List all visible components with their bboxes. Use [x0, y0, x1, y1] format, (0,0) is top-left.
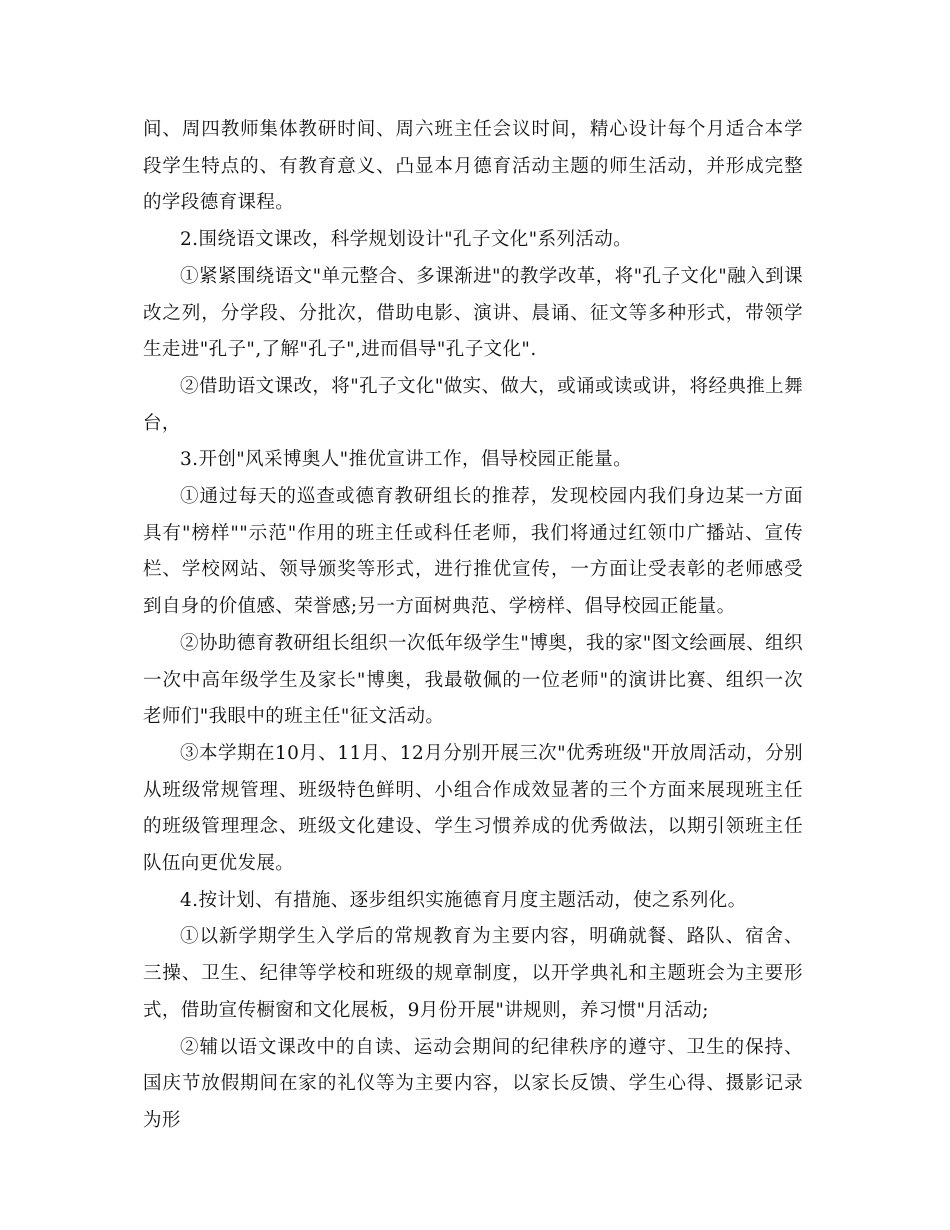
section-heading-2: 2.围绕语文课改，科学规划设计"孔子文化"系列活动。 [180, 229, 633, 251]
section-heading-3: 3.开创"风采博奥人"推优宣讲工作，倡导校园正能量。 [180, 449, 633, 471]
paragraph-4-1: ①以新学期学生入学后的常规教育为主要内容，明确就餐、路队、宿舍、三操、卫生、纪律等学校和班级的规章制度，以开学典礼和主题班会为主要形式，借助宣传橱窗和文化展板，9月份开展"讲规则，养习惯"月活动; [143, 926, 803, 1021]
paragraph-3-3: ③本学期在10月、11月、12月分别开展三次"优秀班级"开放周活动，分别从班级常规管理、班级特色鲜明、小组合作成效显著的三个方面来展现班主任的班级管理理念、班级文化建设、学生习惯养成的优秀做法，以期引领班主任队伍向更优发展。 [143, 742, 803, 875]
paragraph-3-1: ①通过每天的巡查或德育教研组长的推荐，发现校园内我们身边某一方面具有"榜样""示范"作用的班主任或科任老师，我们将通过红领巾广播站、宣传栏、学校网站、领导颁奖等形式，进行推优宣传，一方面让受表彰的老师感受到自身的价值感、荣誉感;另一方面树典范、学榜样、倡导校园正能量。 [143, 486, 803, 618]
paragraph-3-2: ②协助德育教研组长组织一次低年级学生"博奥，我的家"图文绘画展、组织一次中高年级学生及家长"博奥，我最敬佩的一位老师"的演讲比赛、组织一次老师们"我眼中的班主任"征文活动。 [143, 632, 803, 728]
paragraph-continuation: 间、周四教师集体教研时间、周六班主任会议时间，精心设计每个月适合本学段学生特点的、有教育意义、凸显本月德育活动主题的师生活动，并形成完整的学段德育课程。 [143, 119, 803, 214]
paragraph-4-2: ②辅以语文课改中的自读、运动会期间的纪律秩序的遵守、卫生的保持、国庆节放假期间在家的礼仪等为主要内容，以家长反馈、学生心得、摄影记录为形 [143, 1036, 803, 1131]
paragraph-2-2: ②借助语文课改，将"孔子文化"做实、做大，或诵或读或讲，将经典推上舞台， [143, 375, 803, 434]
section-heading-4: 4.按计划、有措施、逐步组织实施德育月度主题活动，使之系列化。 [180, 889, 747, 911]
paragraph-2-1: ①紧紧围绕语文"单元整合、多课渐进"的教学改革，将"孔子文化"融入到课改之列，分学段、分批次，借助电影、演讲、晨诵、征文等多种形式，带领学生走进"孔子",了解"孔子",进而倡导"孔子文化". [143, 265, 803, 361]
document-body [143, 112, 803, 1140]
